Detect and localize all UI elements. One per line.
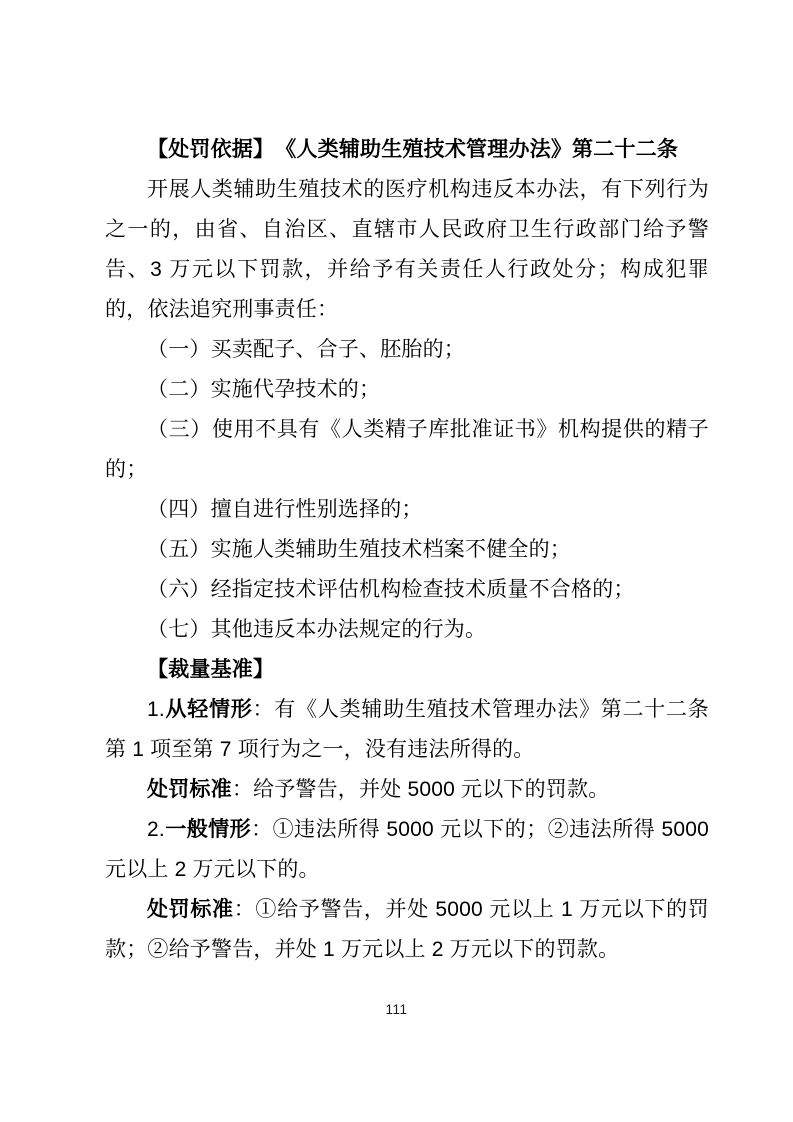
clause-lenient-text: ：有《人类辅助生殖技术管理办法》第二十二条第 1 项至第 7 项行为之一，没有违法所得的。	[105, 698, 709, 761]
clause-penalty-standard-2-text: ：①给予警告，并处 5000 元以上 1 万元以下的罚款；②给予警告，并处 1 万元以上 2 万元以下的罚款。	[105, 898, 709, 961]
clause-penalty-standard-2-label: 处罚标准	[147, 898, 234, 921]
violation-item-5: （五）实施人类辅助生殖技术档案不健全的；	[147, 538, 571, 561]
clause-penalty-standard-2	[105, 890, 709, 970]
penalty-basis-heading	[105, 130, 709, 170]
clause-general-number: 2.	[147, 818, 165, 841]
violation-item-4: （四）擅自进行性别选择的；	[147, 498, 423, 521]
penalty-basis-regulation-title: 《人类辅助生殖技术管理办法》第二十二条	[285, 138, 679, 161]
violation-item-3: （三）使用不具有《人类精子库批准证书》机构提供的精子的；	[105, 418, 709, 481]
clause-penalty-standard-1	[105, 770, 709, 810]
document-body	[105, 130, 709, 970]
clause-penalty-standard-1-text: ：给予警告，并处 5000 元以下的罚款。	[231, 778, 610, 801]
page-number: 111	[385, 1002, 408, 1017]
violation-item-7: （七）其他违反本办法规定的行为。	[147, 618, 487, 641]
clause-general-label: 一般情形	[164, 818, 252, 841]
clause-penalty-standard-1-label: 处罚标准	[147, 778, 232, 801]
clause-general	[105, 810, 709, 890]
violation-item-1: （一）买卖配子、合子、胚胎的；	[147, 338, 465, 361]
clause-lenient-number: 1.	[147, 698, 165, 721]
penalty-basis-label: 【处罚依据】	[147, 138, 275, 161]
intro-paragraph: 开展人类辅助生殖技术的医疗机构违反本办法，有下列行为之一的，由省、自治区、直辖市人民政府卫生行政部门给予警告、3 万元以下罚款，并给予有关责任人行政处分；构成犯罪的，依法追究刑事责任：	[105, 178, 709, 321]
violation-item-6: （六）经指定技术评估机构检查技术质量不合格的；	[147, 578, 635, 601]
benchmark-heading: 【裁量基准】	[147, 658, 275, 681]
clause-general-text: ：①违法所得 5000 元以下的；②违法所得 5000 元以上 2 万元以下的。	[105, 818, 709, 881]
violation-item-2: （二）实施代孕技术的；	[147, 378, 381, 401]
clause-lenient	[105, 690, 709, 770]
clause-lenient-label: 从轻情形	[164, 698, 253, 721]
